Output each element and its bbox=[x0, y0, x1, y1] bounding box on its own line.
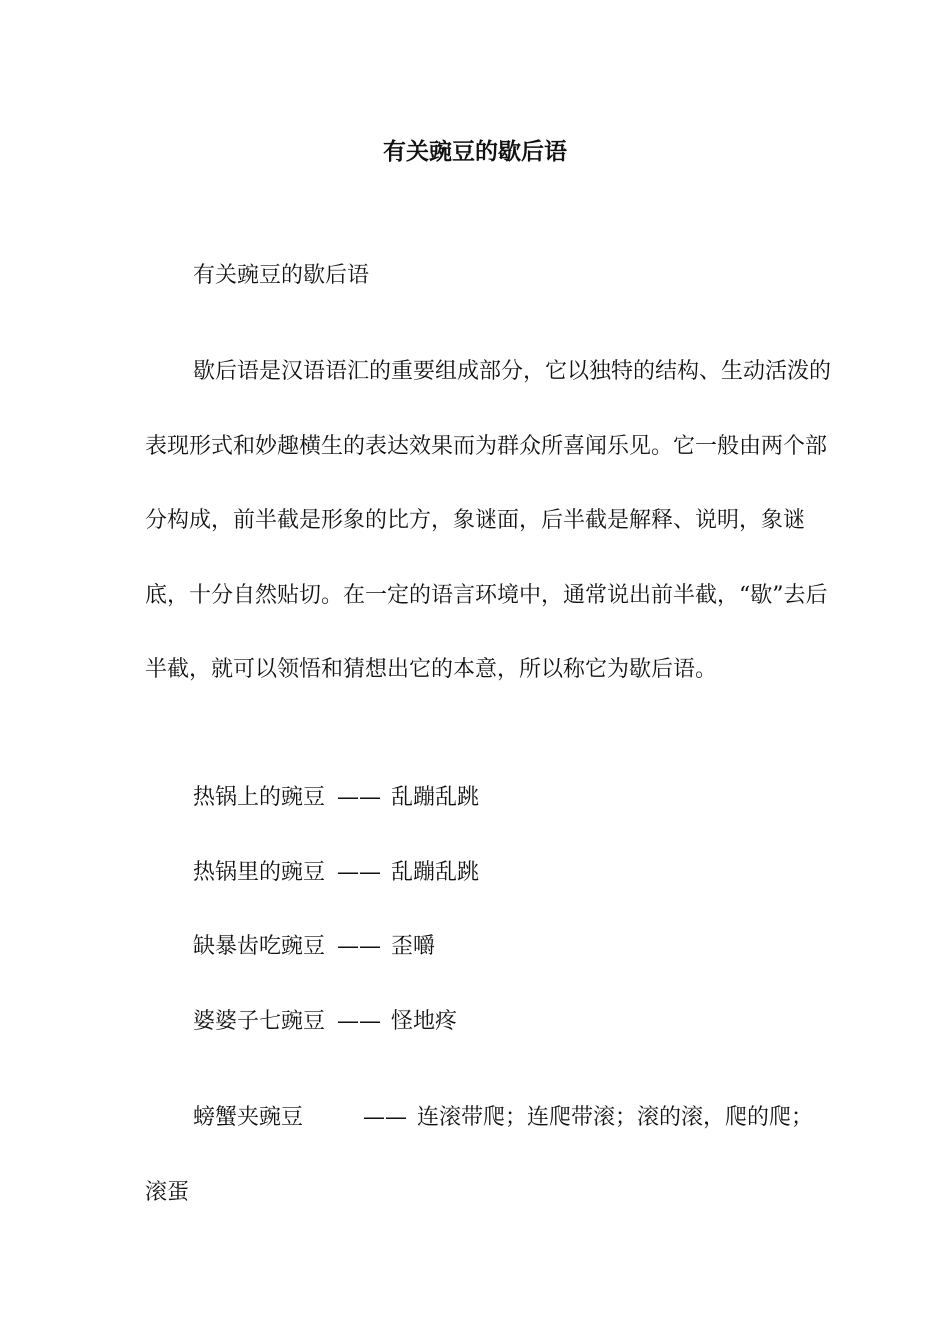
proverb-entry bbox=[145, 1081, 835, 1230]
proverb-riddle: 热锅里的豌豆 bbox=[193, 860, 326, 885]
document-title: 有关豌豆的歇后语 bbox=[383, 138, 567, 165]
proverb-separator: —— bbox=[337, 1009, 382, 1034]
proverb-riddle: 热锅上的豌豆 bbox=[193, 785, 326, 810]
proverb-riddle: 螃蟹夹豌豆 bbox=[193, 1105, 304, 1130]
proverb-entry bbox=[193, 931, 435, 963]
proverb-riddle: 婆婆子七豌豆 bbox=[193, 1009, 326, 1034]
proverb-separator: —— bbox=[363, 1105, 408, 1130]
proverb-entry bbox=[193, 1006, 457, 1038]
proverb-answer: 歪嚼 bbox=[391, 934, 436, 959]
proverb-entry bbox=[193, 857, 479, 889]
section-heading: 有关豌豆的歇后语 bbox=[193, 263, 370, 288]
proverb-separator: —— bbox=[337, 785, 382, 810]
proverb-separator: —— bbox=[337, 934, 382, 959]
proverb-entry bbox=[193, 782, 479, 814]
proverb-answer: 乱蹦乱跳 bbox=[391, 785, 480, 810]
intro-paragraph: 歇后语是汉语语汇的重要组成部分，它以独特的结构、生动活泼的表现形式和妙趣横生的表达效果而为群众所喜闻乐见。它一般由两个部分构成，前半截是形象的比方，象谜面，后半截是解释、说明，象谜底，十分自然贴切。在一定的语言环境中，通常说出前半截，“歇”去后半截，就可以领悟和猜想出它的本意，所以称它为歇后语。 bbox=[145, 359, 832, 682]
proverb-answer: 连滚带爬；连爬带滚；滚的滚，爬的爬；滚蛋 bbox=[145, 1105, 814, 1205]
proverb-answer: 乱蹦乱跳 bbox=[391, 860, 480, 885]
proverb-answer: 怪地疼 bbox=[391, 1009, 458, 1034]
proverb-riddle: 缺暴齿吃豌豆 bbox=[193, 934, 326, 959]
proverb-separator: —— bbox=[337, 860, 382, 885]
